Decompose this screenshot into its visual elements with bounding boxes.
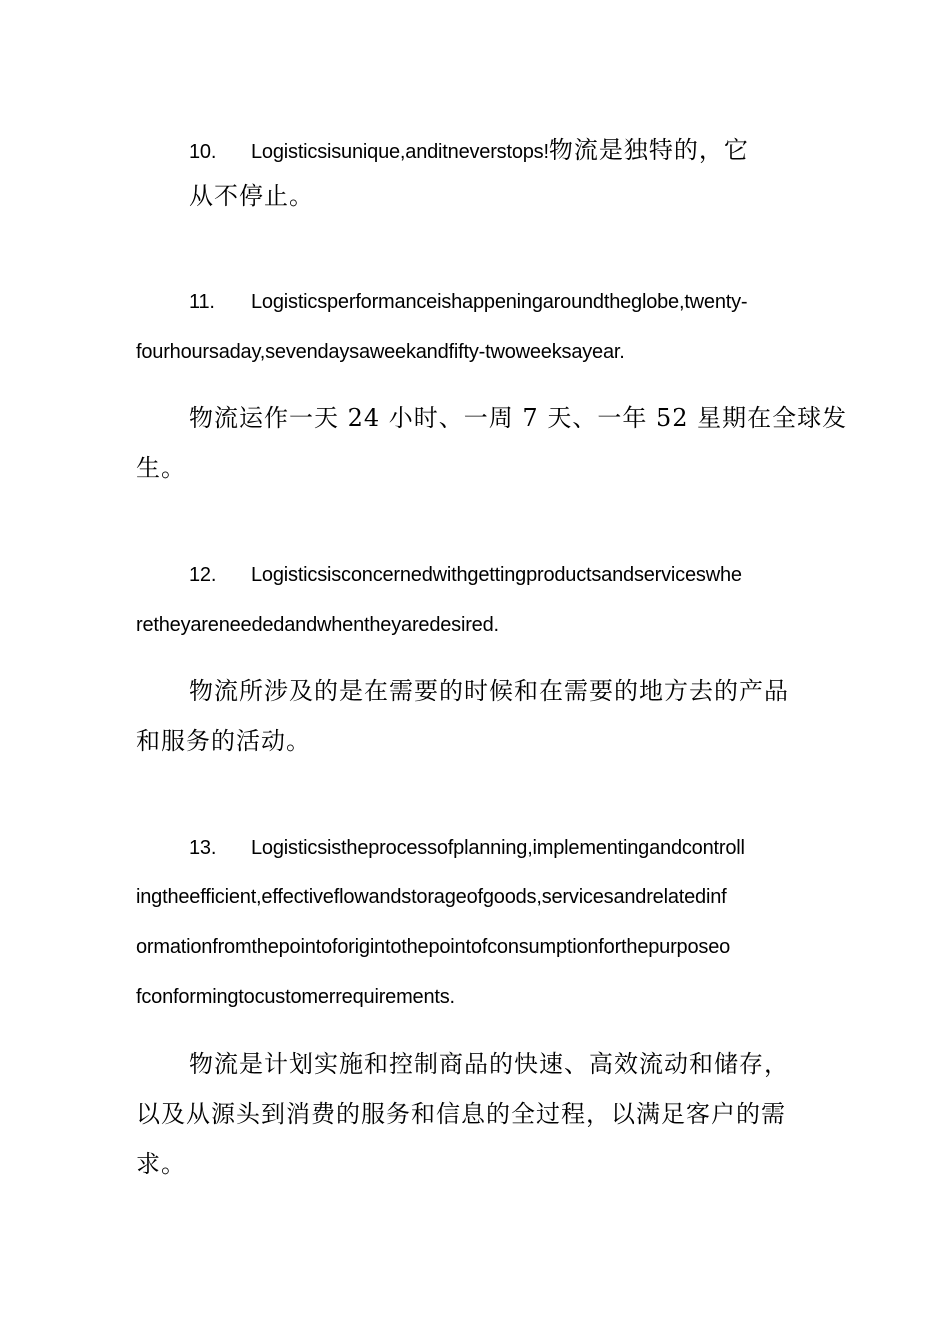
item-english-text: Logisticsistheprocessofplanning,implementingandcontroll	[251, 837, 745, 859]
item-number: 10.	[189, 141, 217, 163]
item-13-english-line-4: fconformingtocustomerrequirements.	[136, 986, 455, 1008]
item-13-english-line-3: ormationfromthepointoforigintothepointofconsumptionforthepurposeo	[136, 936, 731, 958]
item-english-text: Logisticsisunique,anditneverstops!	[251, 141, 549, 163]
item-13-line-1	[189, 838, 745, 858]
item-13-chinese-line-1: 物流是计划实施和控制商品的快速、高效流动和储存，	[189, 1050, 789, 1078]
item-number: 12.	[189, 564, 217, 586]
item-12-english-line-2: retheyareneededandwhentheyaredesired.	[136, 614, 499, 636]
item-11-english-line-2: fourhoursaday,sevendaysaweekandfifty-twoweeksayear.	[136, 341, 625, 363]
item-12-chinese-line-2: 和服务的活动。	[136, 727, 311, 755]
item-english-text: Logisticsperformanceishappeningaroundtheglobe,twenty-	[251, 291, 748, 313]
item-13-chinese-line-2: 以及从源头到消费的服务和信息的全过程，以满足客户的需	[136, 1100, 786, 1128]
item-11-line-1	[189, 292, 747, 312]
item-13-english-line-2: ingtheefficient,effectiveflowandstorageofgoods,servicesandrelatedinf	[136, 886, 727, 908]
item-number: 11.	[189, 291, 215, 313]
item-12-line-1	[189, 565, 742, 585]
item-13-chinese-line-3: 求。	[136, 1150, 186, 1178]
item-chinese-text: 物流是独特的，它	[548, 136, 749, 164]
item-11-chinese-line-2: 生。	[136, 454, 186, 482]
item-10-chinese-line: 从不停止。	[189, 182, 314, 210]
item-11-chinese-line-1: 物流运作一天 24 小时、一周 7 天、一年 52 星期在全球发	[189, 404, 848, 432]
item-10-line-1	[189, 138, 749, 162]
item-number: 13.	[189, 837, 217, 859]
item-english-text: Logisticsisconcernedwithgettingproductsandserviceswhe	[251, 564, 742, 586]
item-12-chinese-line-1: 物流所涉及的是在需要的时候和在需要的地方去的产品	[189, 677, 789, 705]
